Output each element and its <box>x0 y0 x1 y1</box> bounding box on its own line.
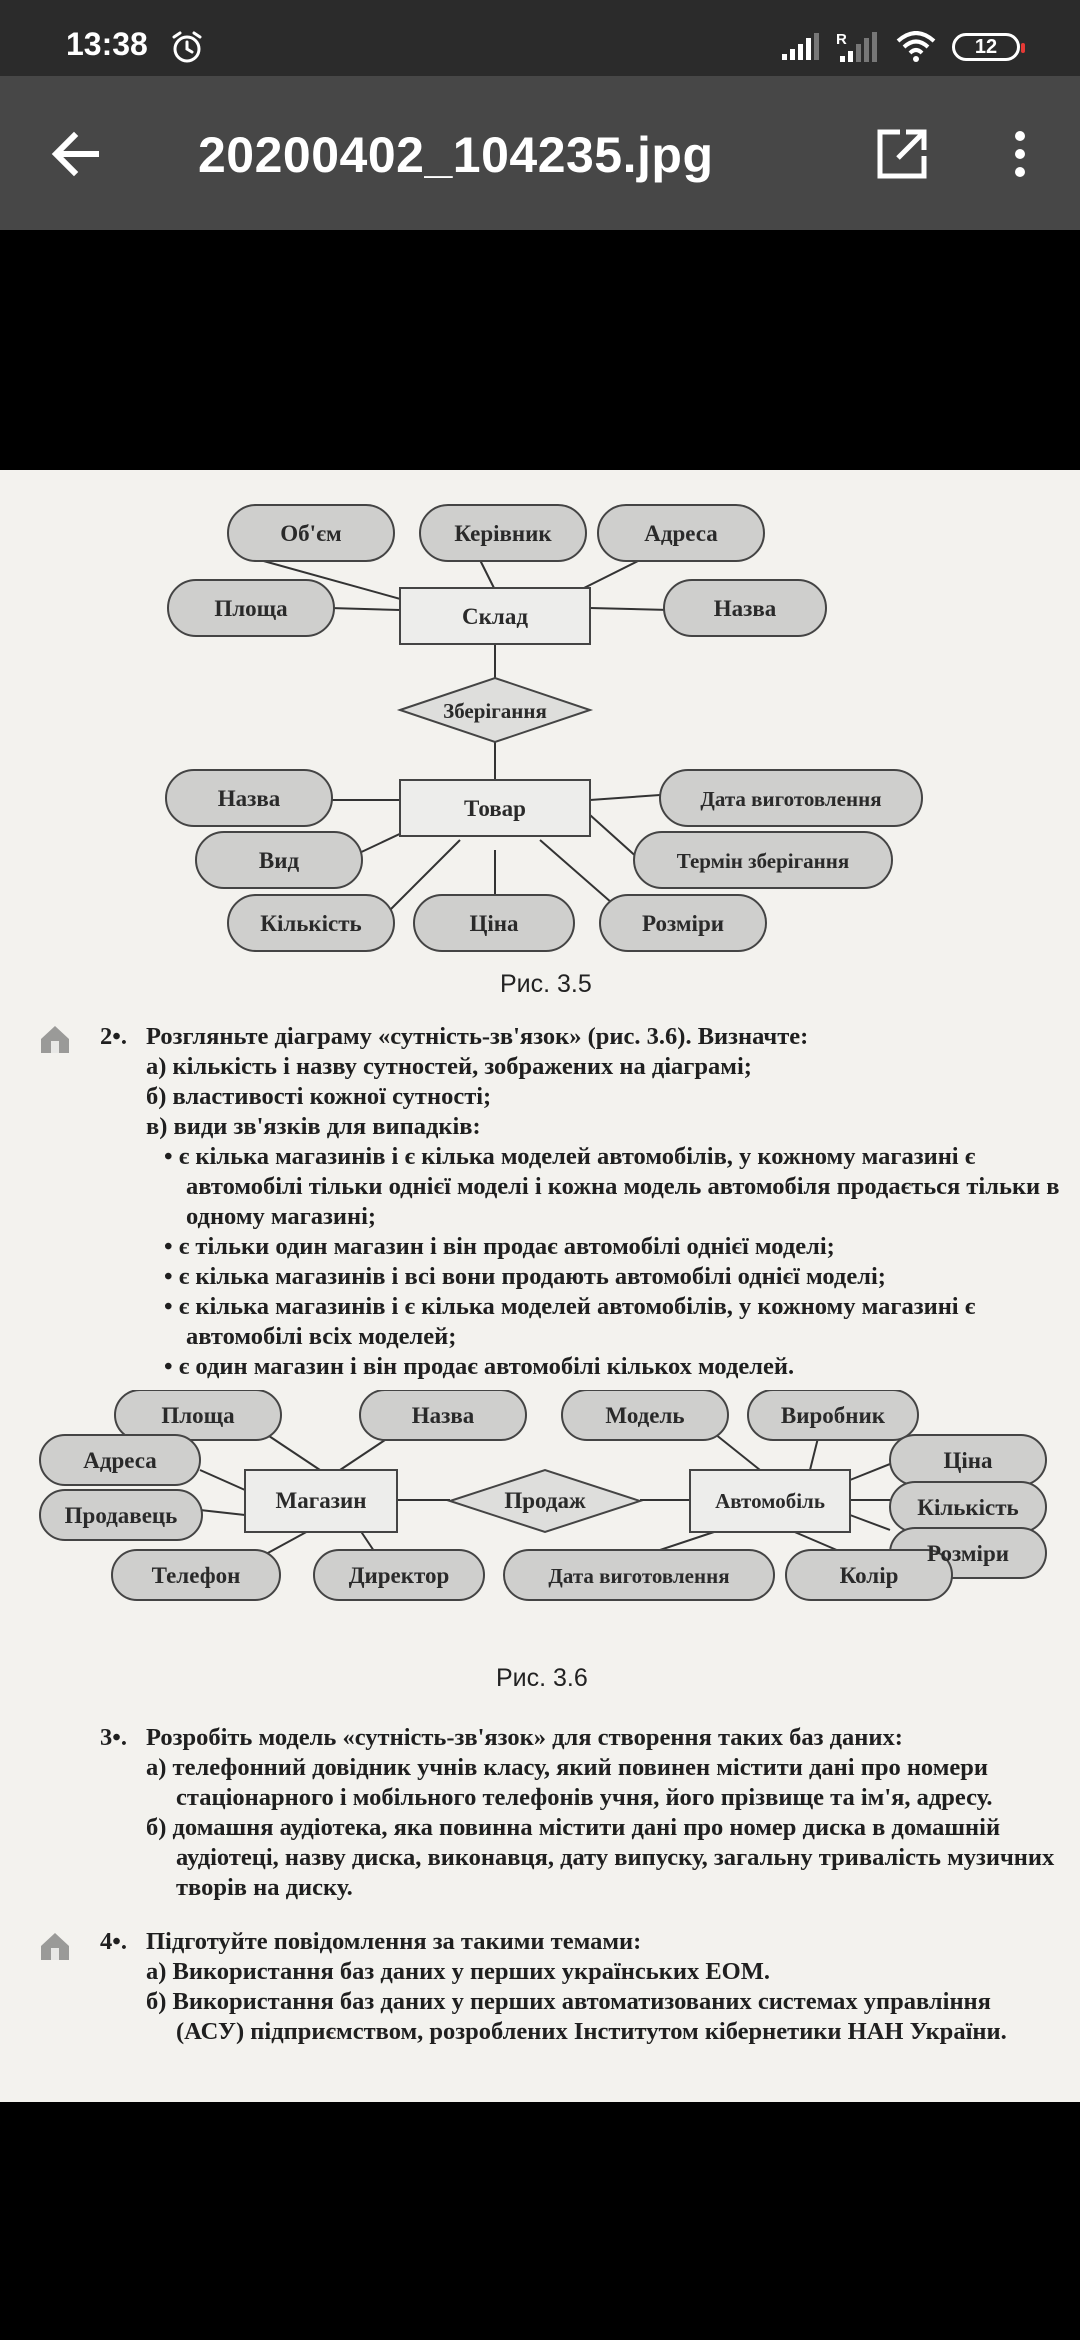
relationship-sale: Продаж <box>504 1488 586 1513</box>
status-icons <box>780 30 1020 64</box>
attr-address: Адреса <box>83 1448 157 1473</box>
attr-quantity: Кількість <box>917 1495 1019 1520</box>
attr-price: Ціна <box>469 911 519 936</box>
attr-dimensions: Розміри <box>642 911 724 936</box>
attr-director: Директор <box>348 1563 450 1588</box>
task-2-line: б) властивості кожної сутності; <box>146 1083 492 1110</box>
task-2-bullet: • є кілька магазинів і є кілька моделей автомобілів, у кожному магазині є автомобілі всіх моделей; <box>164 1293 976 1350</box>
task-2-line: в) види зв'язків для випадків: <box>146 1113 481 1140</box>
status-bar <box>0 0 1080 76</box>
task-2-bullet: • є кілька магазинів і всі вони продають автомобілі однієї моделі; <box>164 1263 886 1290</box>
attr-model: Модель <box>605 1403 685 1428</box>
task-3-number: 3•. <box>100 1724 127 1751</box>
er-diagram-warehouse <box>0 470 1080 990</box>
er-diagram-shop <box>0 1390 1080 1670</box>
photo-image[interactable] <box>0 470 1080 2102</box>
more-options-icon[interactable] <box>1000 122 1040 186</box>
task-2-bullet: • є тільки один магазин і він продає автомобілі однієї моделі; <box>164 1233 835 1260</box>
task-2-number: 2•. <box>100 1023 127 1050</box>
attr-goods-name: Назва <box>217 786 281 811</box>
entity-goods: Товар <box>464 796 526 821</box>
back-arrow-icon[interactable] <box>44 122 108 186</box>
task-3-line: б) домашня аудіотека, яка повинна містити дані про номер диска в домашній аудіотеці, назву диска, виконавця, дату випуску, загальну тривалість музичних творів на диску. <box>146 1814 1055 1901</box>
battery-indicator <box>952 33 1020 61</box>
battery-level: 12 <box>974 35 998 58</box>
task-4-number: 4•. <box>100 1928 127 1955</box>
task-2-bullet: • є кілька магазинів і є кілька моделей автомобілів, у кожному магазині є автомобілі тільки однієї моделі і кожна модель автомобіля продається тільки в одному магазині; <box>164 1143 1060 1230</box>
attr-seller: Продавець <box>64 1503 178 1528</box>
attr-phone: Телефон <box>151 1563 241 1588</box>
entity-car: Автомобіль <box>715 1489 825 1513</box>
attr-name: Назва <box>411 1403 475 1428</box>
task-3 <box>100 1723 1060 1903</box>
entity-shop: Магазин <box>275 1488 367 1513</box>
wifi-icon <box>896 31 936 63</box>
task-4-line: а) Використання баз даних у перших українських ЕОМ. <box>146 1958 770 1985</box>
task-2-line: а) кількість і назву сутностей, зображених на діаграмі; <box>146 1053 752 1080</box>
figure-caption-3-6: Рис. 3.6 <box>496 1664 588 1692</box>
attr-area: Площа <box>214 596 288 621</box>
task-4-line: б) Використання баз даних у перших автоматизованих системах управління (АСУ) підприємством, розроблених Інститутом кібернетики НАН України. <box>146 1988 1007 2045</box>
attr-manufacture-date: Дата виготовлення <box>700 787 882 811</box>
task-4 <box>100 1927 1060 2047</box>
open-external-icon[interactable] <box>870 122 934 186</box>
relationship-storage: Зберігання <box>443 699 547 723</box>
task-2-bullet: • є один магазин і він продає автомобілі кількох моделей. <box>164 1353 795 1380</box>
task-2-line: Розгляньте діаграму «сутність-зв'язок» (рис. 3.6). Визначте: <box>146 1023 809 1050</box>
attr-type: Вид <box>258 848 300 873</box>
figure-caption-3-5: Рис. 3.5 <box>500 970 592 998</box>
attr-name: Назва <box>713 596 777 621</box>
attr-manufacture-date: Дата виготовлення <box>548 1564 730 1588</box>
attr-color: Колір <box>839 1563 899 1588</box>
alarm-icon <box>170 30 204 64</box>
home-task-icon <box>38 1930 72 1962</box>
attr-area: Площа <box>161 1403 235 1428</box>
app-bar <box>0 76 1080 230</box>
roaming-label: R <box>836 31 847 48</box>
attr-manager: Керівник <box>454 521 552 546</box>
attr-dimensions: Розміри <box>927 1541 1009 1566</box>
attr-quantity: Кількість <box>260 911 362 936</box>
attr-shelf-life: Термін зберігання <box>676 849 850 873</box>
signal-icon <box>780 32 820 62</box>
task-3-line: Розробіть модель «сутність-зв'язок» для створення таких баз даних: <box>146 1724 903 1751</box>
task-2 <box>100 1022 1060 1382</box>
entity-warehouse: Склад <box>462 604 528 629</box>
attr-volume: Об'єм <box>280 521 342 546</box>
task-3-line: а) телефонний довідник учнів класу, який повинен містити дані про номери стаціонарного і мобільного телефонів учня, його прізвище та ім'я, адресу. <box>146 1754 993 1811</box>
file-title: 20200402_104235.jpg <box>198 127 714 183</box>
home-task-icon <box>38 1023 72 1055</box>
signal-roaming-icon <box>836 30 880 64</box>
attr-address: Адреса <box>644 521 718 546</box>
attr-price: Ціна <box>943 1448 993 1473</box>
status-time: 13:38 <box>66 26 148 62</box>
attr-manufacturer: Виробник <box>780 1403 886 1428</box>
task-4-line: Підготуйте повідомлення за такими темами: <box>146 1928 642 1955</box>
